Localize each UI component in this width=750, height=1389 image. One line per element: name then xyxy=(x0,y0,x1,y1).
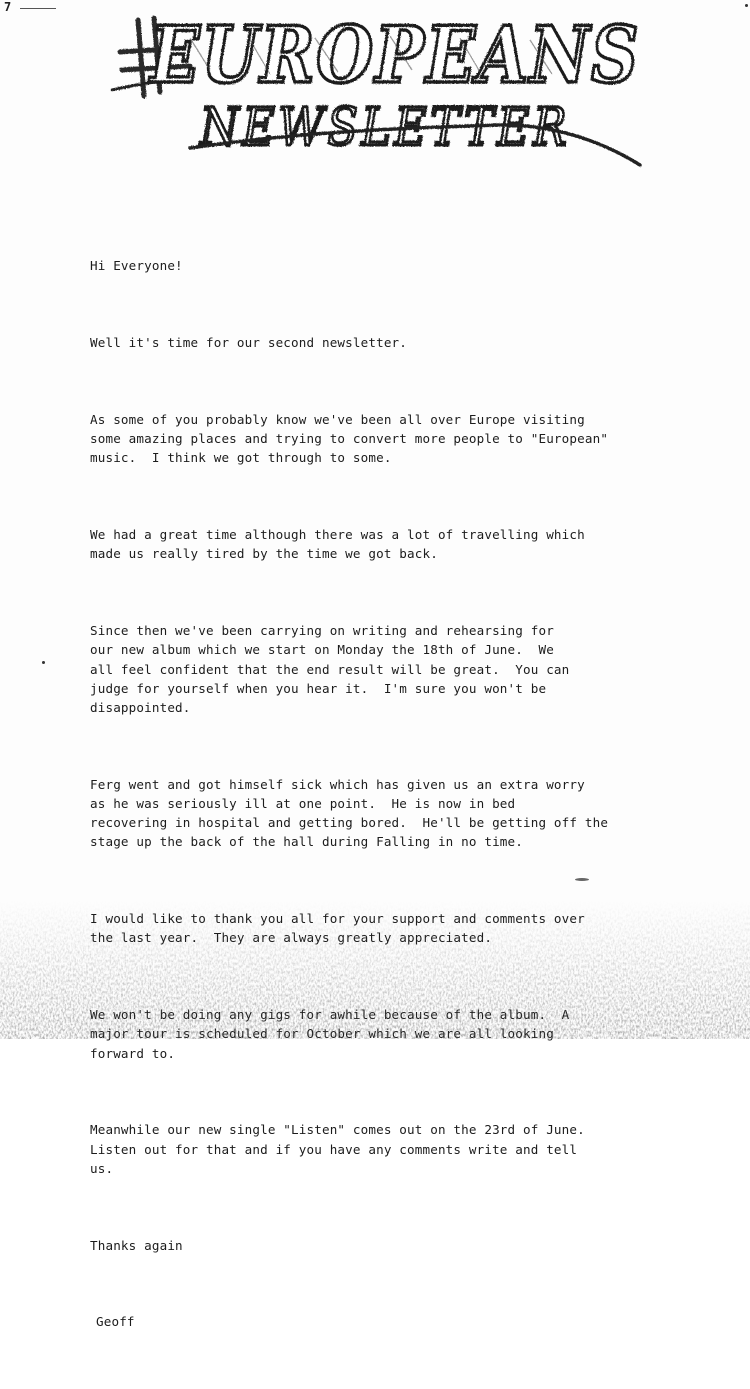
top-edge-line xyxy=(20,8,56,9)
letter-closing: Thanks again xyxy=(90,1237,183,1253)
letter-paragraph: Ferg went and got himself sick which has given us an extra worry as he was seriously ill at one point. He is now in bed recovering in hospital and getting bored. He'll be getting off the stage up the back of the hall during Falling in no time. xyxy=(90,776,609,850)
letter-paragraph: forward to. xyxy=(90,1045,176,1061)
letter-greeting: Hi Everyone! xyxy=(90,258,183,274)
masthead-logo xyxy=(100,0,660,180)
page-number-mark: 7 xyxy=(4,0,12,14)
stray-speck xyxy=(42,661,45,664)
letter-paragraph: As some of you probably know we've been all over Europe visiting some amazing places and trying to convert more people to "European" music. I think we got through to some. xyxy=(90,412,609,466)
letter-paragraph: Well it's time for our second newsletter. xyxy=(90,335,408,351)
masthead-title: EUROPEANS xyxy=(148,10,640,101)
letter-body xyxy=(90,218,720,1389)
masthead-subtitle: NEWSLETTER xyxy=(198,98,571,158)
letter-paragraph: Meanwhile our new single "Listen" comes out on the 23rd of June. Listen out for that and if you have any comments write and tell us. xyxy=(90,1122,585,1176)
letter-paragraph: We had a great time although there was a lot of travelling which made us really tired by the time we got back. xyxy=(90,527,585,562)
letter-paragraph: Since then we've been carrying on writing and rehearsing for our new album which we start on Monday the 18th of June. We all feel confident that the end result will be great. You can judge for yourself when you hear it. I'm sure you won't be disappointed. xyxy=(90,623,570,716)
stray-speck xyxy=(575,878,589,881)
photocopy-noise xyxy=(0,900,750,1039)
stray-speck xyxy=(745,4,748,7)
letter-signature: Geoff xyxy=(96,1314,135,1330)
